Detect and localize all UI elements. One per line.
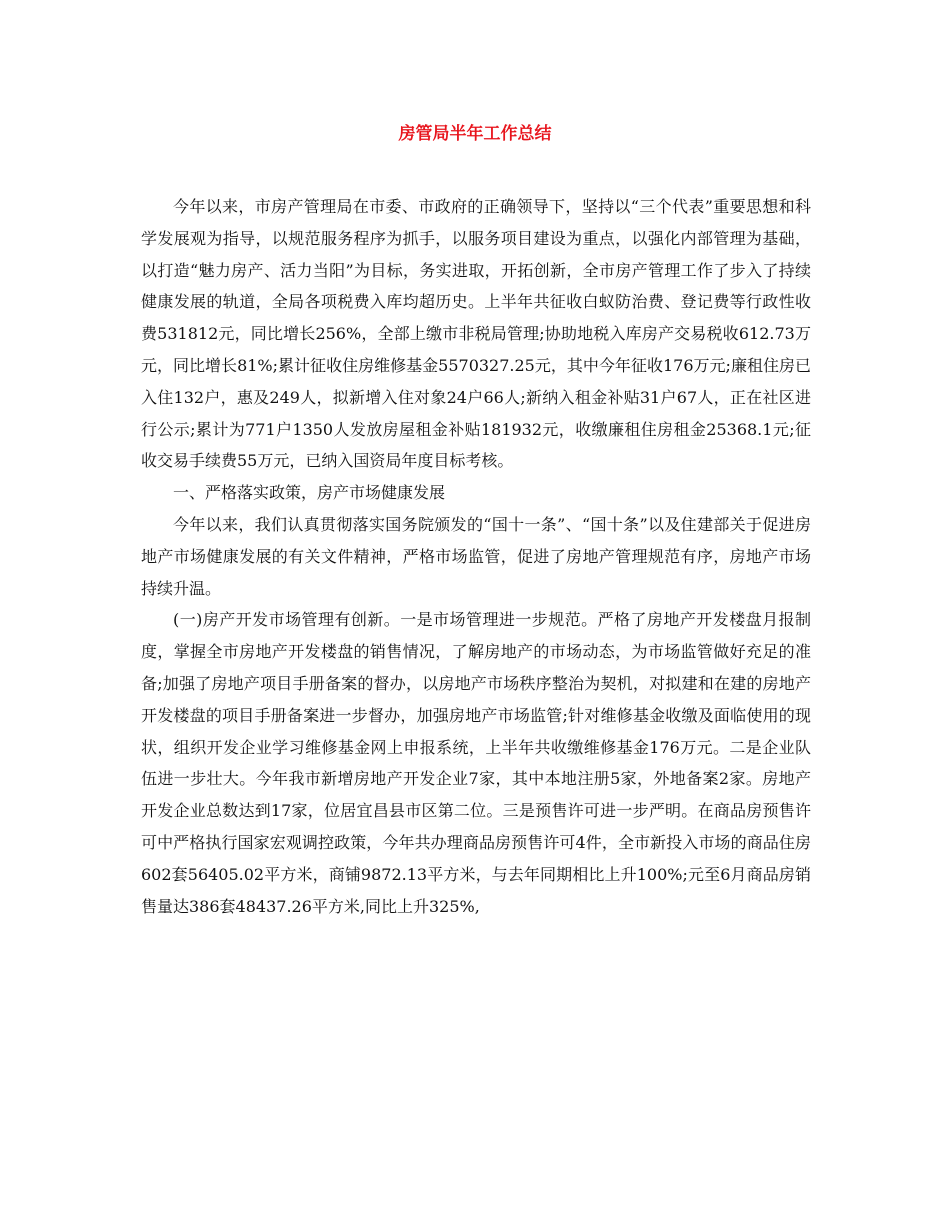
section-heading-1: 一、严格落实政策，房产市场健康发展 [173,483,446,503]
document-title: 房管局半年工作总结 [398,124,552,144]
paragraph-intro: 今年以来，市房产管理局在市委、市政府的正确领导下，坚持以“三个代表”重要思想和科学发展观为指导，以规范服务程序为抓手，以服务项目建设为重点，以强化内部管理为基础，以打造“魅力房产、活力当阳”为目标，务实进取，开拓创新，全市房产管理工作了步入了持续健康发展的轨道，全局各项税费入库均超历史。上半年共征收白蚁防治费、登记费等行政性收费531812元，同比增长256%，全部上缴市非税局管理;协助地税入库房产交易税收612.73万元，同比增长81%;累计征收住房维修基金5570327.25元，其中今年征收176万元;廉租住房已入住132户，惠及249人，拟新增入住对象24户66人;新纳入租金补贴31户67人，正在社区进行公示;累计为771户1350人发放房屋租金补贴181932元，收缴廉租住房租金25368.1元;征收交易手续费55万元，已纳入国资局年度目标考核。 [141,197,811,471]
document-body [141,191,811,922]
paragraph-market-management: (一)房产开发市场管理有创新。一是市场管理进一步规范。严格了房地产开发楼盘月报制度，掌握全市房地产开发楼盘的销售情况，了解房地产的市场动态，为市场监管做好充足的准备;加强了房地产项目手册备案的督办，以房地产市场秩序整治为契机，对拟建和在建的房地产开发楼盘的项目手册备案进一步督办，加强房地产市场监管;针对维修基金收缴及面临使用的现状，组织开发企业学习维修基金网上申报系统，上半年共收缴维修基金176万元。二是企业队伍进一步壮大。今年我市新增房地产开发企业7家，其中本地注册5家，外地备案2家。房地产开发企业总数达到17家，位居宜昌县市区第二位。三是预售许可进一步严明。在商品房预售许可中严格执行国家宏观调控政策，今年共办理商品房预售许可4件，全市新投入市场的商品住房602套56405.02平方米，商铺9872.13平方米，与去年同期相比上升100%;元至6月商品房销售量达386套48437.26平方米,同比上升325%, [141,610,811,916]
paragraph-policy: 今年以来，我们认真贯彻落实国务院颁发的“国十一条”、“国十条”以及住建部关于促进房地产市场健康发展的有关文件精神，严格市场监管，促进了房地产管理规范有序，房地产市场持续升温。 [141,514,811,598]
